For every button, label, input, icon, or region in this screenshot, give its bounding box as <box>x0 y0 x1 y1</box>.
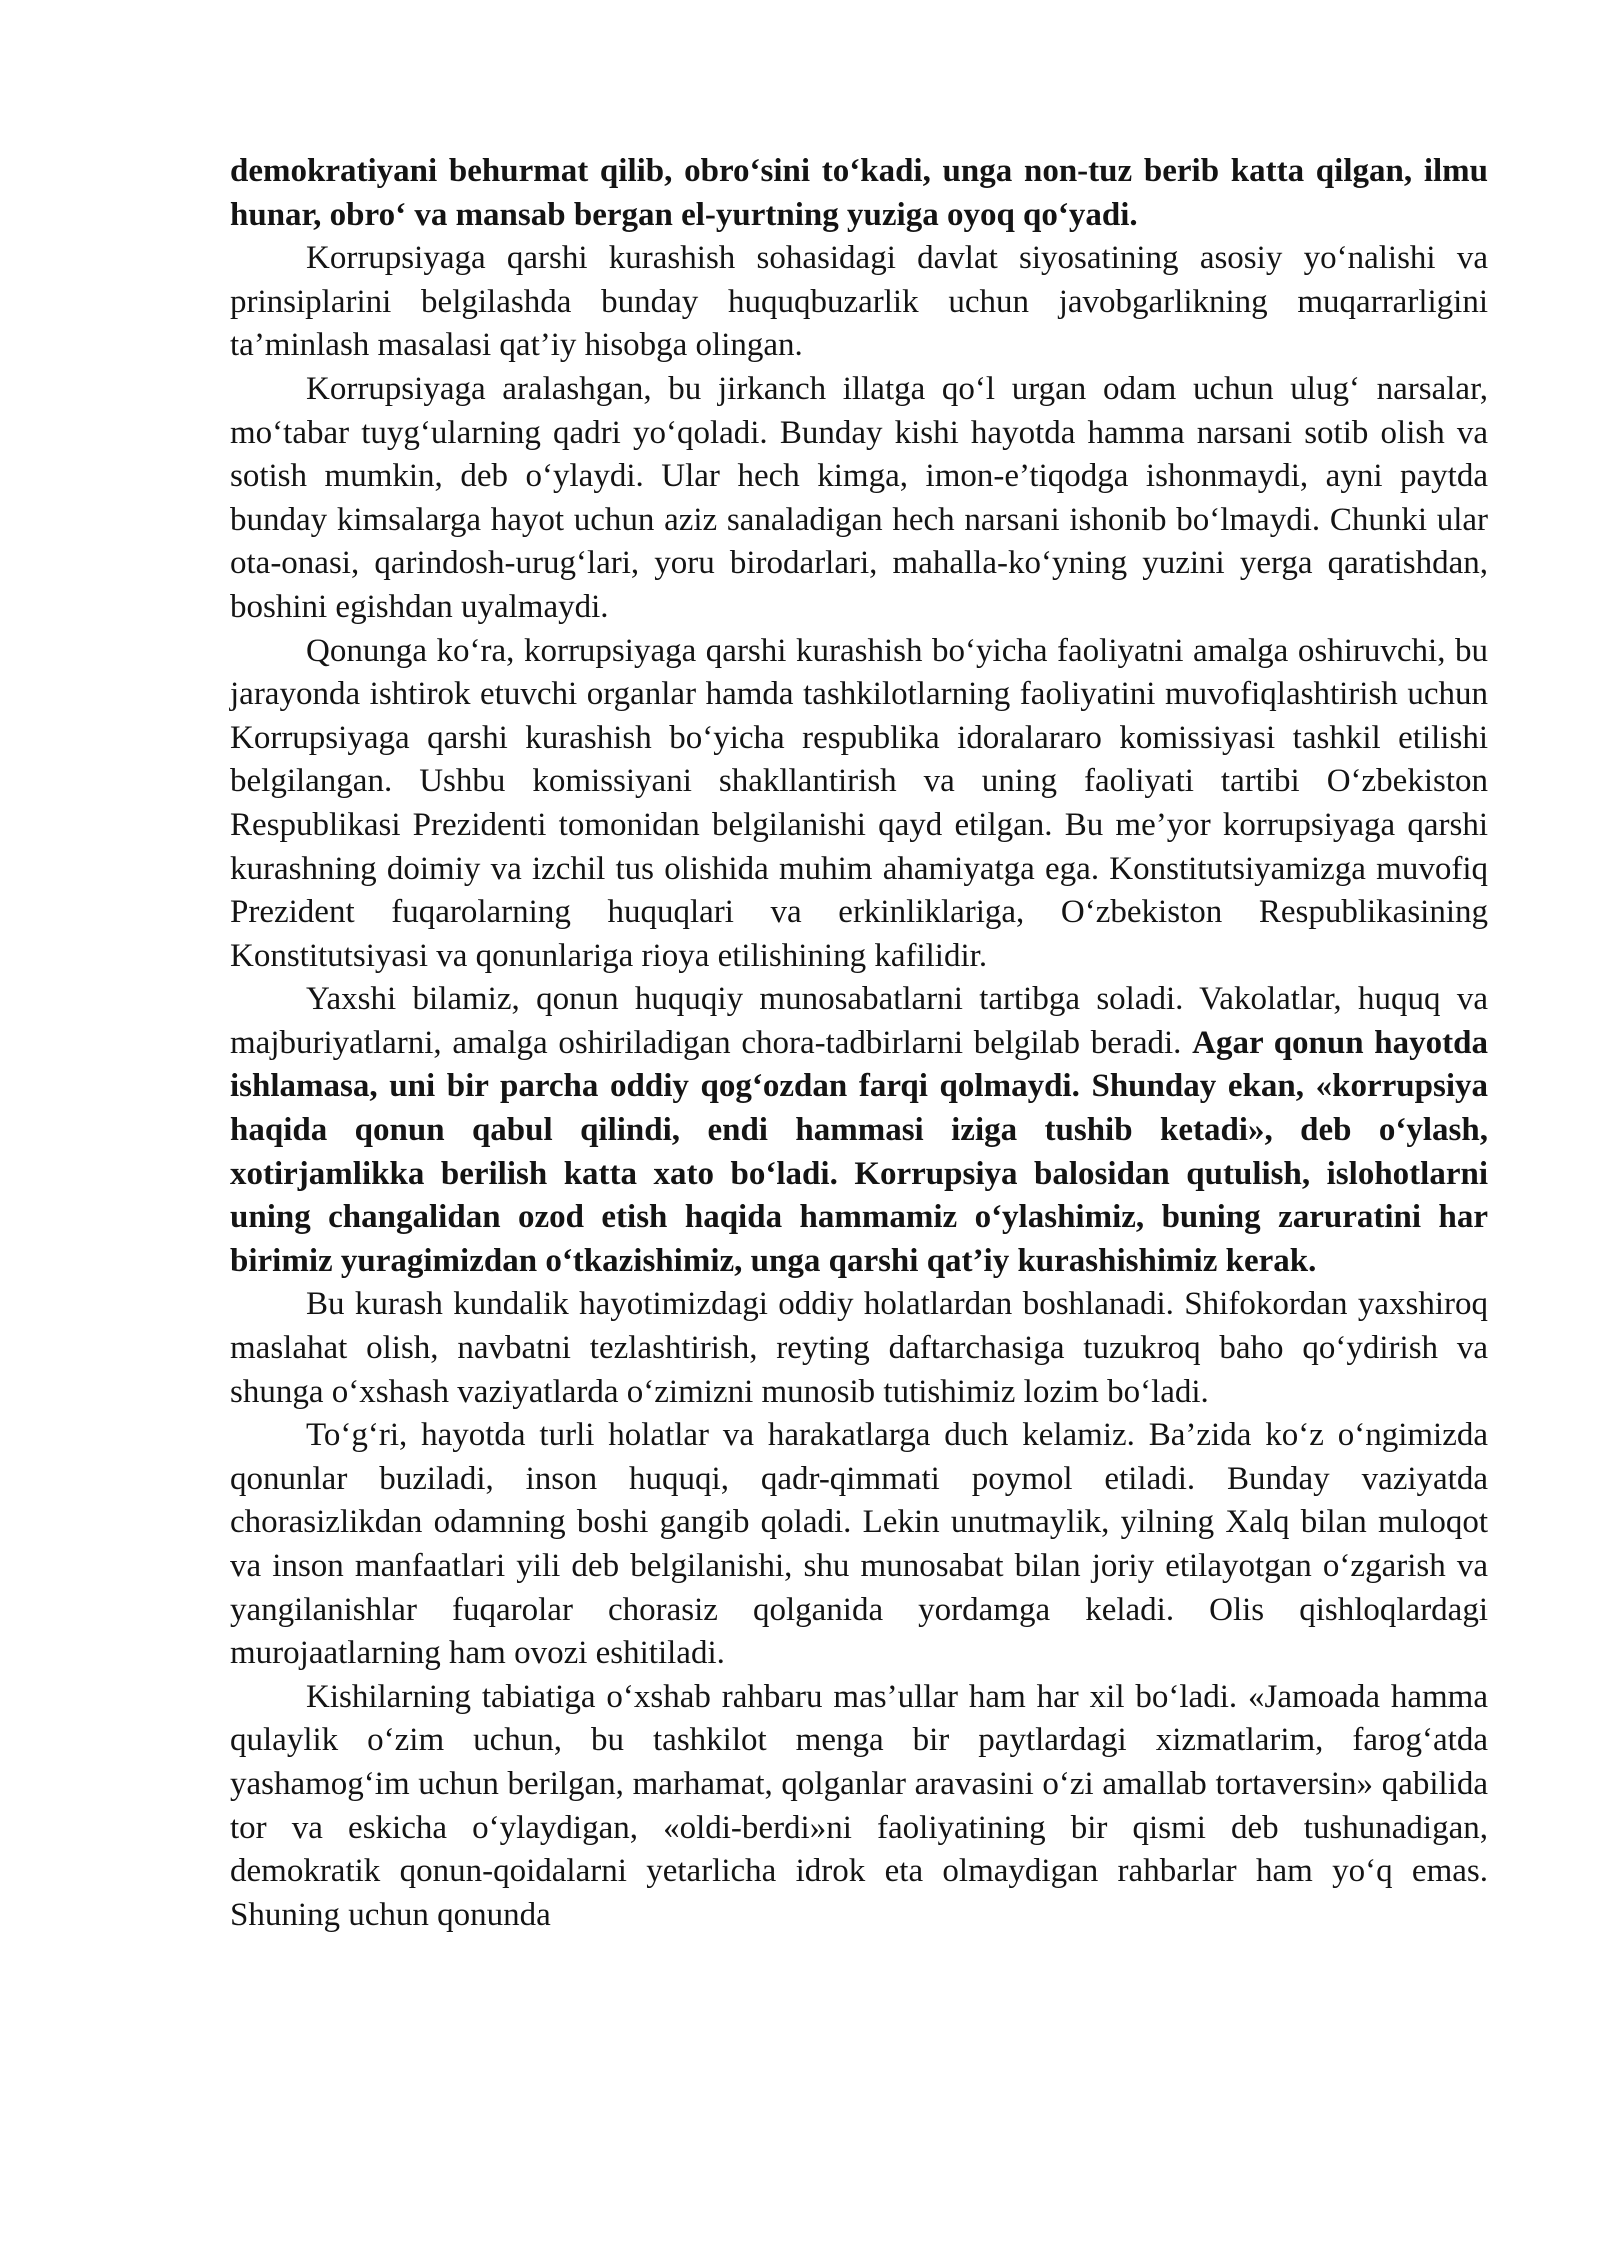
paragraph-text: Korrupsiyaga aralashgan, bu jirkanch illatga qo‘l urgan odam uchun ulug‘ narsalar, mo‘tabar tuyg‘ularning qadri yo‘qoladi. Bunday kishi hayotda hamma narsani sotib olish va sotish mumkin, deb o‘ylaydi. Ular hech kimga, imon-e’tiqodga ishonmaydi, ayni paytda bunday kimsalarga hayot uchun aziz sanaladigan hech narsani ishonib bo‘lmaydi. Chunki ular ota-onasi, qarindosh-urug‘lari, yoru birodarlari, mahalla-ko‘yning yuzini yerga qaratishdan, boshini egishdan uyalmaydi. <box>230 370 1488 625</box>
paragraph-5 <box>230 978 1488 1283</box>
bold-text: Agar qonun hayotda ishlamasa, uni bir parcha oddiy qog‘ozdan farqi qolmaydi. Shunday ekan, «korrupsiya haqida qonun qabul qilindi, endi hammasi iziga tushib ketadi», deb o‘ylash, xotirjamlikka berilish katta xato bo‘ladi. Korrupsiya balosidan qutulish, islohotlarni uning changalidan ozod etish haqida hammamiz o‘ylashimiz, buning zaruratini har birimiz yuragimizdan o‘tkazishimiz, unga qarshi qat’iy kurashishimiz kerak. <box>230 1024 1488 1279</box>
paragraph-7 <box>230 1414 1488 1676</box>
bold-text: demokratiyani behurmat qilib, obro‘sini to‘kadi, unga non-tuz berib katta qilgan, ilmu hunar, obro‘ va mansab bergan el-yurtning yuziga oyoq qo‘yadi. <box>230 153 1488 233</box>
paragraph-text: Bu kurash kundalik hayotimizdagi oddiy holatlardan boshlanadi. Shifokordan yaxshiroq maslahat olish, navbatni tezlashtirish, reyting daftarchasiga tuzukroq baho qo‘ydirish va shunga o‘xshash vaziyatlarda o‘zimizni munosib tutishimiz lozim bo‘ladi. <box>230 1286 1488 1410</box>
paragraph-1 <box>230 150 1488 237</box>
paragraph-2 <box>230 237 1488 368</box>
paragraph-text: Qonunga ko‘ra, korrupsiyaga qarshi kurashish bo‘yicha faoliyatni amalga oshiruvchi, bu jarayonda ishtirok etuvchi organlar hamda tashkilotlarning faoliyatini muvofiqlashtirish uchun Korrupsiyaga qarshi kurashish bo‘yicha respublika idoralararo komissiyasi tashkil etilishi belgilangan. Ushbu komissiyani shakllantirish va uning faoliyati tartibi O‘zbekiston Respublikasi Prezidenti tomonidan belgilanishi qayd etilgan. Bu me’yor korrupsiyaga qarshi kurashning doimiy va izchil tus olishida muhim ahamiyatga ega. Konstitutsiyamizga muvofiq Prezident fuqarolarning huquqlari va erkinliklariga, O‘zbekiston Respublikasining Konstitutsiyasi va qonunlariga rioya etilishining kafilidir. <box>230 632 1488 974</box>
paragraph-text: To‘g‘ri, hayotda turli holatlar va harakatlarga duch kelamiz. Ba’zida ko‘z o‘ngimizda qonunlar buziladi, inson huquqi, qadr-qimmati poymol etiladi. Bunday vaziyatda chorasizlikdan odamning boshi gangib qoladi. Lekin unutmaylik, yilning Xalq bilan muloqot va inson manfaatlari yili deb belgilanishi, shu munosabat bilan joriy etilayotgan o‘zgarish va yangilanishlar fuqarolar chorasiz qolganida yordamga keladi. Olis qishloqlardagi murojaatlarning ham ovozi eshitiladi. <box>230 1417 1488 1672</box>
paragraph-8 <box>230 1676 1488 1938</box>
paragraph-4 <box>230 630 1488 979</box>
paragraph-text: Korrupsiyaga qarshi kurashish sohasidagi davlat siyosatining asosiy yo‘nalishi va prinsiplarini belgilashda bunday huquqbuzarlik uchun javobgarlikning muqarrarligini ta’minlash masalasi qat’iy hisobga olingan. <box>230 240 1488 364</box>
paragraph-text: Yaxshi bilamiz, qonun huquqiy munosabatlarni tartibga soladi. Vakolatlar, huquq va majburiyatlarni, amalga oshiriladigan chora-tadbirlarni belgilab beradi. <box>230 981 1488 1061</box>
paragraph-6 <box>230 1283 1488 1414</box>
document-page <box>230 150 1488 1937</box>
paragraph-text: Kishilarning tabiatiga o‘xshab rahbaru mas’ullar ham har xil bo‘ladi. «Jamoada hamma qulaylik o‘zim uchun, bu tashkilot menga bir paytlardagi xizmatlarim, farog‘atda yashamog‘im uchun berilgan, marhamat, qolganlar aravasini o‘zi amallab tortaversin» qabilida tor va eskicha o‘ylaydigan, «oldi-berdi»ni faoliyatining bir qismi deb tushunadigan, demokratik qonun-qoidalarni yetarlicha idrok eta olmaydigan rahbarlar ham yo‘q emas. Shuning uchun qonunda <box>230 1678 1488 1933</box>
paragraph-3 <box>230 368 1488 630</box>
